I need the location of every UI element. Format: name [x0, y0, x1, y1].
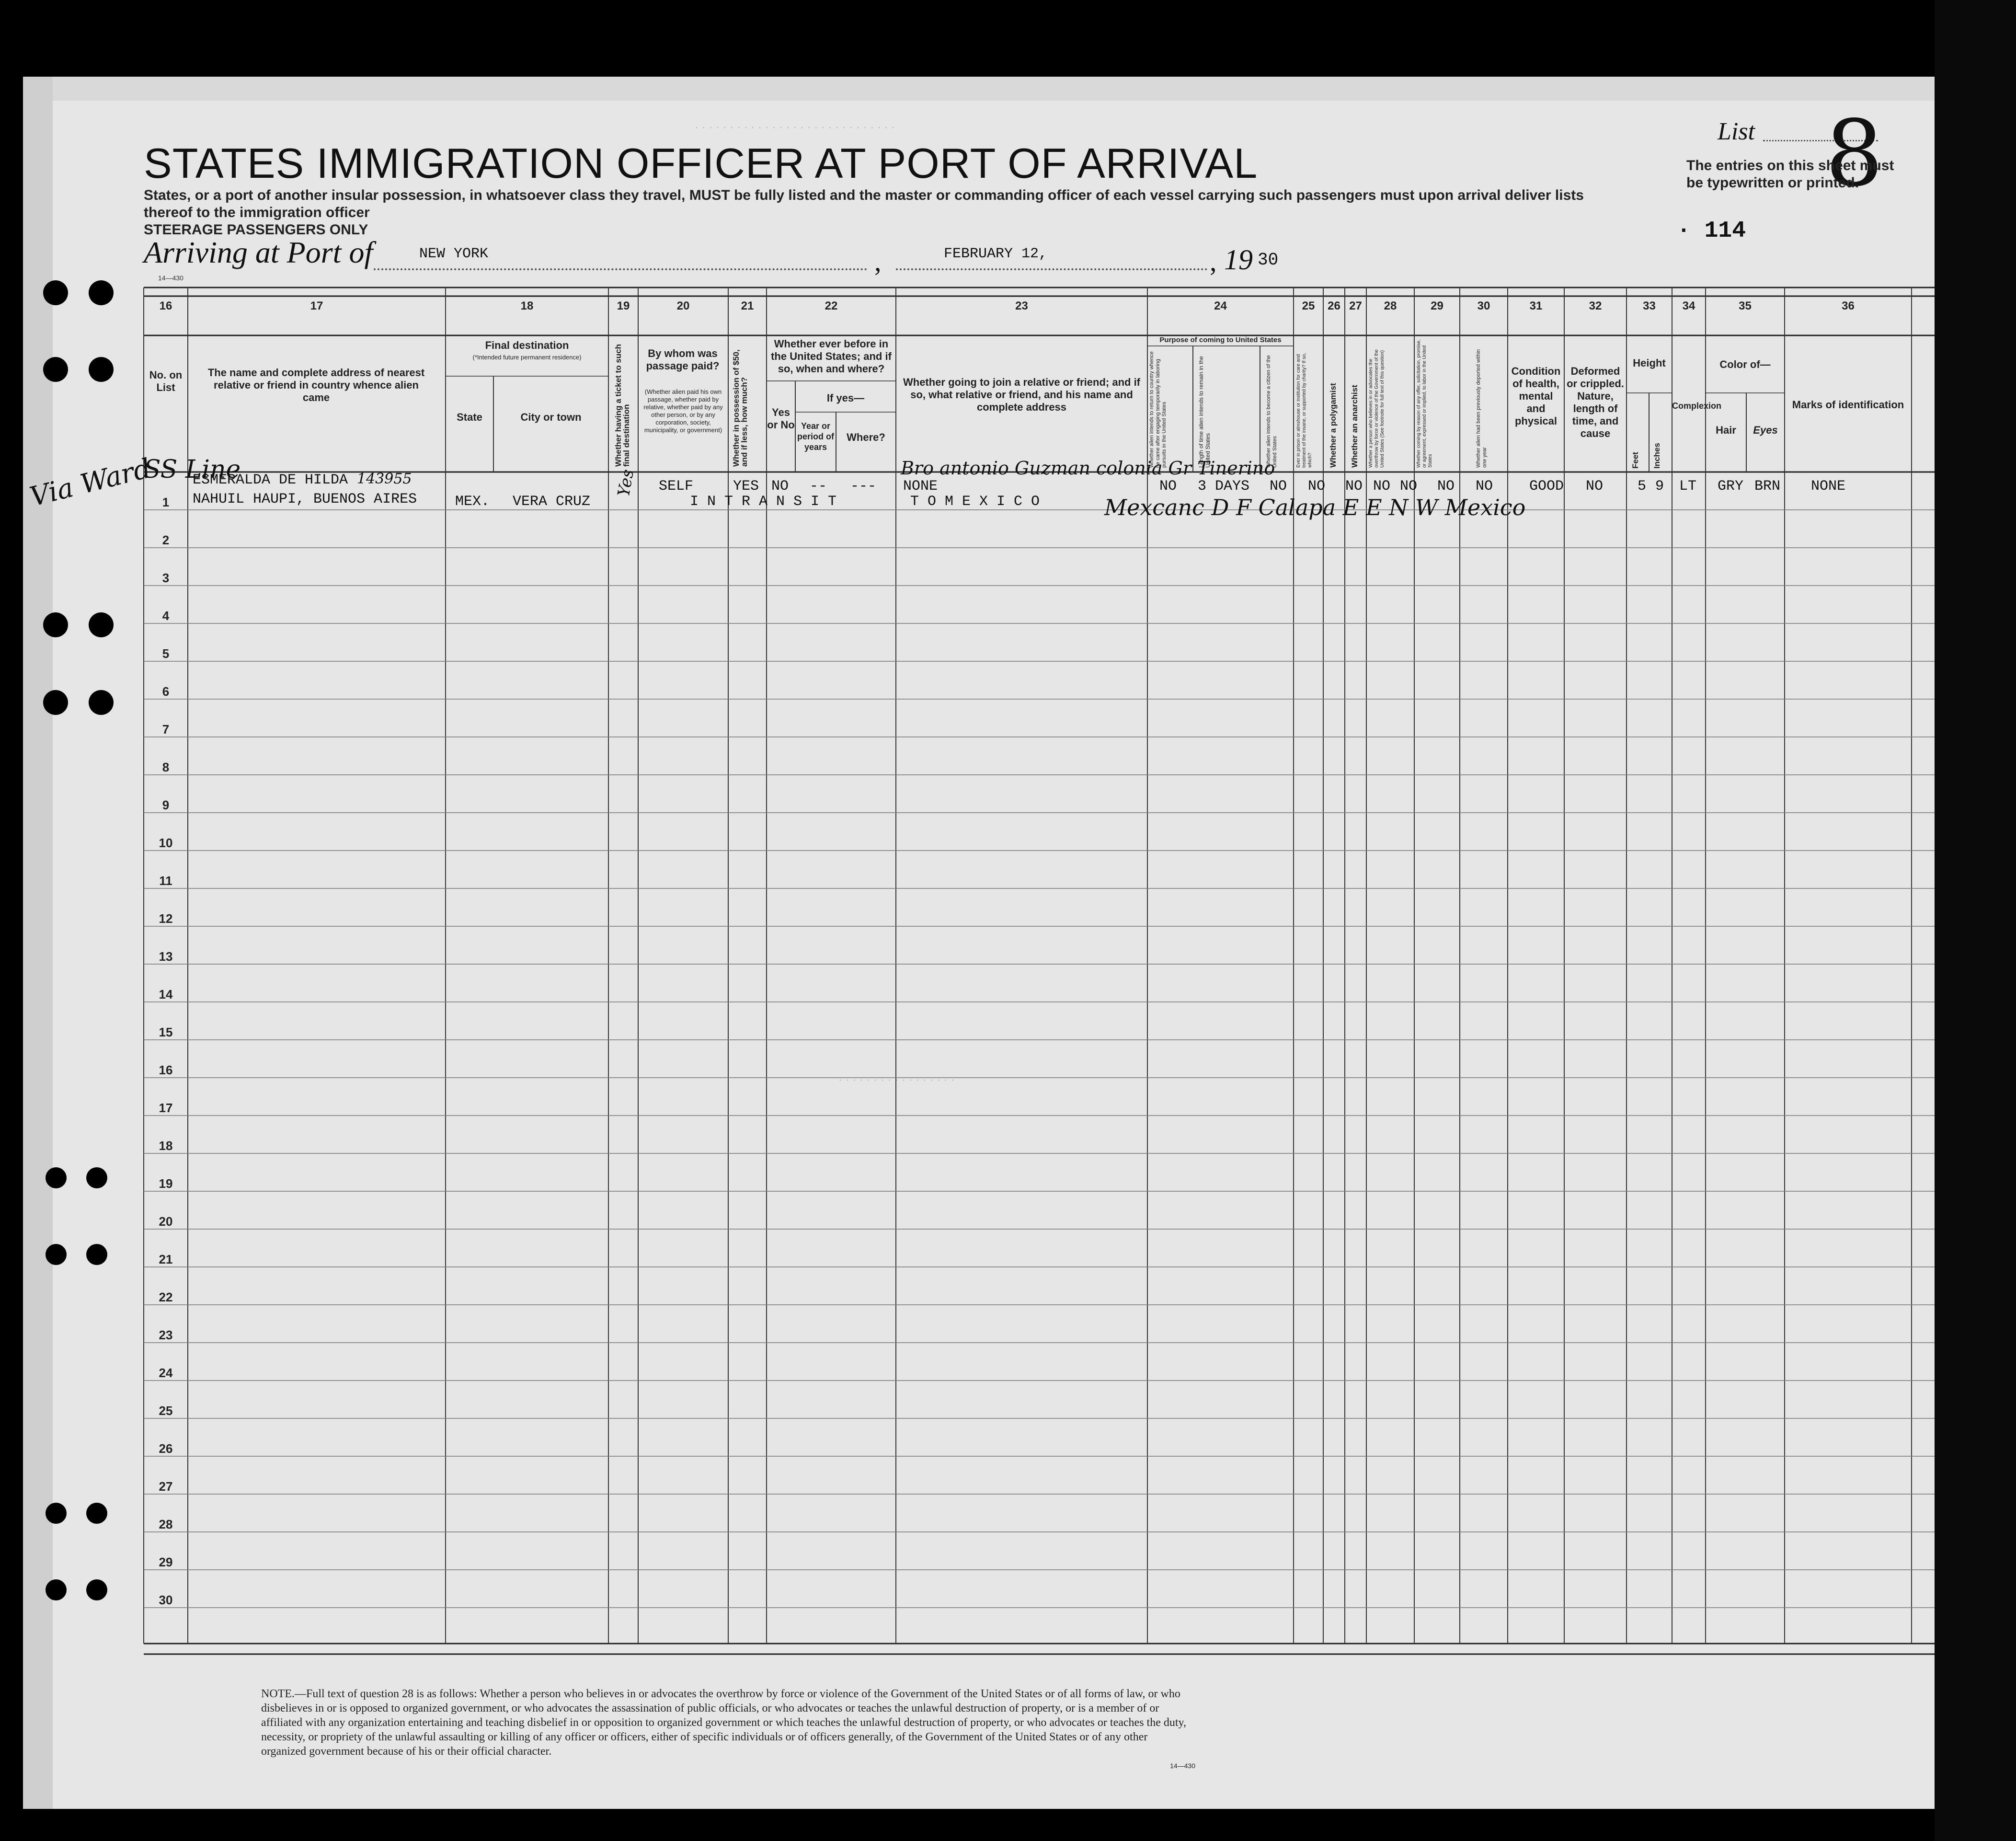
bleed-through: · · · · · · · · · · · · · · · · · [838, 1073, 955, 1086]
destination-city: VERA CRUZ [513, 494, 591, 510]
column-number: 32 [1589, 299, 1602, 312]
row-number: 25 [159, 1404, 173, 1418]
bleed-through: · · · · · · · · · · · · · · · · · · · · · · · · · · · · · [695, 121, 895, 134]
height-inches: 9 [1655, 478, 1664, 495]
margin-annotation: Via Ward [26, 452, 154, 513]
row-lines [144, 510, 1935, 1608]
relative-address: NAHUIL HAUPI, BUENOS AIRES [193, 491, 417, 507]
relative-number-handwritten: 143955 [357, 471, 412, 487]
become-citizen: NO [1270, 478, 1287, 495]
column-number: 19 [617, 299, 630, 312]
row-number: 15 [159, 1025, 173, 1039]
form-code: 14—430 [158, 274, 183, 282]
row-number: 7 [162, 722, 170, 736]
header-become-citizen: Whether alien intends to become a citizen of the United States [1266, 355, 1278, 468]
header-where: Where? [847, 431, 885, 443]
header-marks: Marks of identification [1792, 399, 1904, 411]
footnote-form-code: 14—430 [1170, 1762, 1195, 1770]
steamship-line-handwritten: SS Line [144, 455, 241, 484]
column-number: 36 [1842, 299, 1855, 312]
row-number: 17 [159, 1101, 173, 1115]
document-title: STATES IMMIGRATION OFFICER AT PORT OF ARRIVAL [144, 139, 1258, 187]
deformed: NO [1586, 478, 1604, 495]
column-number: 27 [1349, 299, 1362, 312]
instructions-line: be typewritten or printed. [1686, 175, 1859, 191]
header-deported: Whether alien had been previously deported within one year [1476, 349, 1488, 468]
column-number: 25 [1302, 299, 1315, 312]
height-feet: 5 [1638, 478, 1647, 495]
column-number: 18 [520, 299, 534, 312]
row-number: 9 [162, 798, 170, 812]
header-state: State [457, 411, 482, 423]
row-number: 6 [162, 684, 170, 699]
header-purpose: Purpose of coming to United States [1159, 336, 1282, 344]
overthrow: NO [1400, 478, 1418, 495]
row-number: 16 [159, 1063, 173, 1077]
footnote-text: NOTE.—Full text of question 28 is as follows: Whether a person who believes in or advocates the overthrow by force or violence of the Government of the United States or of all forms of law, or who disbelieves in or is opposed to organized government, or who advocates the assassination of public officials, or who advocates or teaches the unlawful destruction of property, or is a member of or affiliated with any organization entertaining and teaching disbelief in or opposition to organized government or which teaches the unlawful destruction of property, or who advocates or teaches the duty, necessity, or propriety of the unlawful assaulting or killing of any officer or officers, either of specific individuals or of officers generally, of the Government of the United States or of any other organized government because of his or their official character. [261, 1688, 1186, 1758]
header-prison: Ever in prison or almshouse or institution for care and treatment of the insane, or supported by charity? If so, which? [1296, 353, 1313, 468]
header-yes-no: Yes or No [767, 406, 795, 431]
ticket-handwritten: Yes [614, 468, 638, 498]
length-of-stay: 3 DAYS [1198, 478, 1250, 495]
date-value: FEBRUARY 12, [944, 246, 1048, 262]
join-relative-handwritten: Bro antonio Guzman colonia Gr Tinerino [901, 458, 1275, 479]
header-final-destination-note: (*Intended future permanent residence) [472, 354, 582, 361]
row-number: 22 [159, 1290, 173, 1304]
port-comma: , [874, 246, 882, 277]
subtitle-line: States, or a port of another insular possession, in whatsoever class they travel, MUST be fully listed and the master or commanding officer of each vessel carrying such passengers must upon arrival deliver lists thereof to the immigration officer [144, 187, 1584, 220]
column-number: 24 [1214, 299, 1227, 312]
column-number: 31 [1529, 299, 1543, 312]
row-number: 5 [162, 646, 170, 661]
row-number: 29 [159, 1555, 173, 1569]
row-number: 8 [162, 760, 170, 774]
has-fifty-dollars: YES [733, 478, 759, 495]
transit-note: I N T R A N S I T [690, 494, 837, 510]
row-number: 24 [159, 1366, 173, 1380]
header-anarchist: Whether an anarchist [1350, 385, 1359, 468]
destination-state: MEX. [455, 494, 490, 510]
row-number: 28 [159, 1517, 173, 1531]
identification-marks: NONE [1811, 478, 1846, 495]
address-handwritten: Mexcanc D F Calapa E E N W Mexico [1104, 495, 1526, 520]
column-number: 30 [1477, 299, 1490, 312]
row-number: 3 [162, 571, 170, 585]
header-polygamist: Whether a polygamist [1329, 383, 1338, 468]
anarchist: NO [1373, 478, 1391, 495]
row-number: 1 [162, 495, 170, 509]
header-ticket: Whether having a ticket to such final destination [614, 344, 631, 467]
row-number: 10 [159, 836, 173, 850]
hair-color: GRY [1718, 478, 1744, 495]
column-number: 34 [1682, 299, 1695, 312]
row-number: 19 [159, 1176, 173, 1191]
header-height: Height [1633, 357, 1666, 369]
before-in-us: NO [771, 478, 789, 495]
header-contract-labor: Whether coming by reason of any offer, solicitation, promise, or agreement, expressed or implied, to labor in the United States [1416, 339, 1433, 468]
steerage-label: STEERAGE PASSENGERS ONLY [144, 222, 368, 238]
year-suffix: 30 [1258, 250, 1279, 270]
header-inches: Inches [1652, 443, 1661, 469]
header-if-yes: If yes— [826, 392, 865, 404]
port-value: NEW YORK [419, 246, 489, 262]
eye-color: BRN [1754, 478, 1781, 495]
column-number: 23 [1015, 299, 1028, 312]
header-feet: Feet [1631, 452, 1640, 469]
header-city: City or town [520, 411, 582, 423]
header-deformed: Deformed or crippled. Nature, length of time, and cause [1567, 365, 1624, 439]
row-number: 27 [159, 1479, 173, 1494]
polygamist: NO [1345, 478, 1363, 495]
header-eyes: Eyes [1753, 424, 1778, 436]
sheet-number: · 114 [1677, 218, 1746, 244]
column-number: 35 [1739, 299, 1752, 312]
header-relative-address: The name and complete address of nearest relative or friend in country whence alien came [207, 367, 425, 403]
header-overthrow: Whether a person who believes in or advocates the overthrow by force or violence of the Government of the United States (See footnote for full text of this question) [1368, 349, 1385, 468]
row-number: 14 [159, 987, 173, 1001]
arriving-label: Arriving at Port of [144, 235, 373, 269]
header-hair: Hair [1716, 424, 1736, 436]
row-number: 11 [159, 874, 172, 888]
header-passage-paid: By whom was passage paid? [646, 347, 720, 372]
row-number: 20 [159, 1214, 173, 1229]
header-return-intent: Whether alien intends to return to country whence he came after engaging temporarily in laboring pursuits in the United States [1149, 351, 1167, 468]
header-year-period: Year or period of years [797, 421, 834, 452]
before-where: --- [850, 478, 877, 495]
row-number: 13 [159, 949, 173, 964]
header-final-destination: Final destination [485, 339, 569, 351]
row-number: 21 [159, 1252, 173, 1266]
header-length-of-stay: Length of time alien intends to remain in the United States [1198, 356, 1211, 468]
join-relative: NONE [903, 478, 938, 495]
date-comma: , [1210, 246, 1217, 277]
header-fifty-dollars: Whether in possession of $50, and if less, how much? [732, 349, 749, 467]
column-number: 26 [1328, 299, 1340, 312]
header-color-of: Color of— [1719, 358, 1771, 370]
header-passage-note: (Whether alien paid his own passage, whether paid by relative, whether paid by any other person, or by any corporation, society, municipality, or government) [643, 388, 723, 434]
list-label: List [1718, 118, 1755, 145]
column-number: 22 [825, 299, 838, 312]
destination-country: T O M E X I C O [910, 494, 1040, 510]
footnote [261, 1687, 1195, 1773]
header-join-relative: Whether going to join a relative or friend; and if so, what relative or friend, and his name and complete address [903, 376, 1141, 413]
contract-labor: NO [1437, 478, 1455, 495]
instructions-line: The entries on this sheet must [1686, 158, 1894, 173]
header-before-in-us: Whether ever before in the United States; and if so, when and where? [771, 338, 892, 375]
complexion: LT [1679, 478, 1697, 495]
row-number: 23 [159, 1328, 173, 1342]
health: GOOD [1529, 478, 1564, 495]
passage-paid-by: SELF [659, 478, 694, 495]
column-number: 17 [310, 299, 323, 312]
header-complexion: Complexion [1672, 401, 1722, 411]
row-number: 26 [159, 1441, 173, 1456]
before-year: -- [810, 478, 827, 495]
column-number: 29 [1431, 299, 1443, 312]
list-number-handwritten: 8 [1825, 101, 1883, 207]
column-number: 20 [676, 299, 690, 312]
relative-name: ESMERALDA DE HILDA [193, 472, 348, 488]
column-number: 16 [159, 299, 172, 312]
header-health: Condition of health, mental and physical [1511, 365, 1561, 427]
column-number: 28 [1384, 299, 1397, 312]
deported: NO [1476, 478, 1493, 495]
row-number: 18 [159, 1139, 173, 1153]
year-prefix: 19 [1224, 244, 1253, 276]
row-number: 30 [159, 1593, 173, 1607]
row-number: 2 [162, 533, 170, 547]
return-intent: NO [1159, 478, 1177, 495]
prison: NO [1308, 478, 1326, 495]
row-number: 12 [159, 911, 173, 926]
row-number: 4 [162, 609, 170, 623]
column-number: 21 [741, 299, 754, 312]
header-no-on-list: No. on List [149, 369, 183, 393]
column-number: 33 [1643, 299, 1656, 312]
